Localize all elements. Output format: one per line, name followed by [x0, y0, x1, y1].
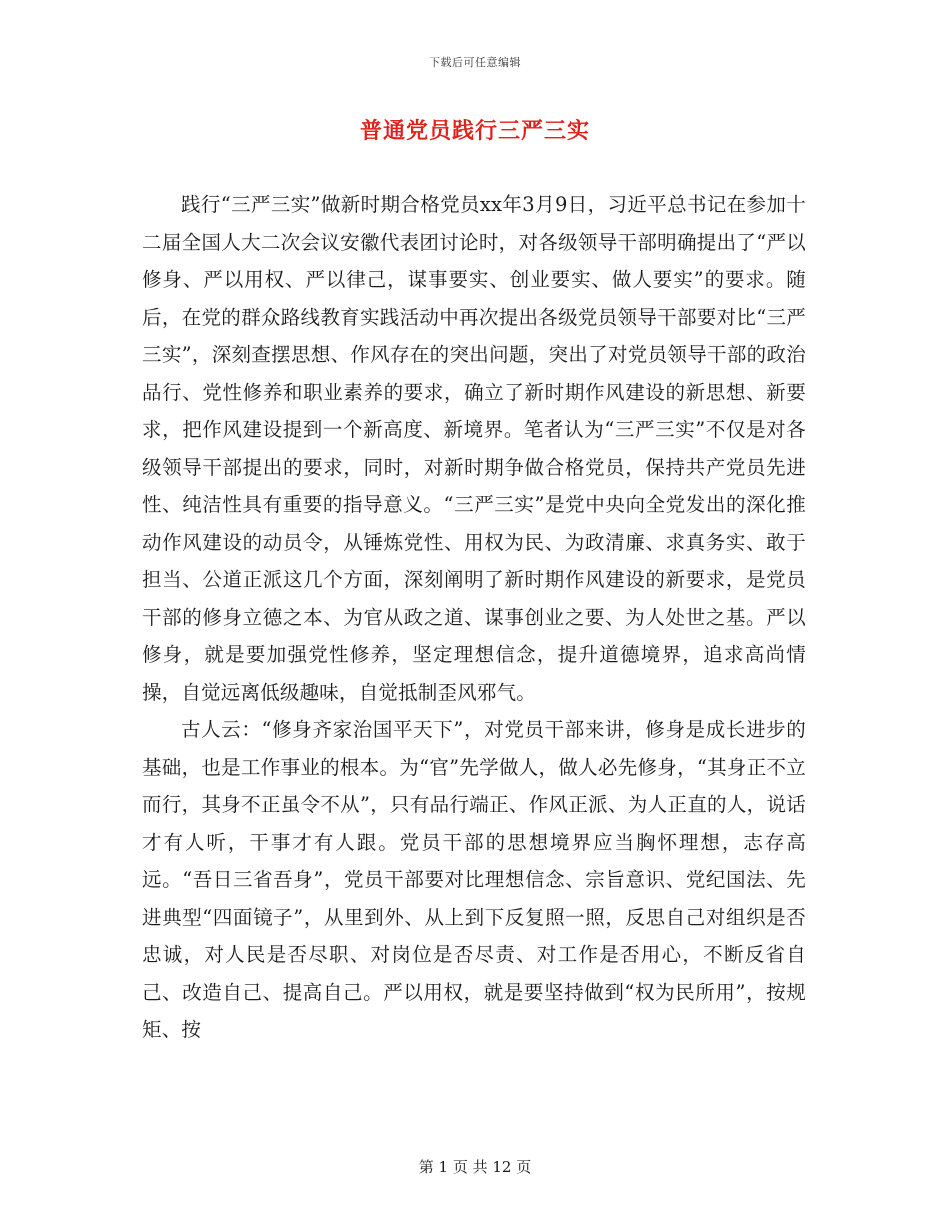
header-note: 下载后可任意编辑 — [429, 56, 521, 69]
document-body — [142, 186, 806, 1049]
document-title: 普通党员践行三严三实 — [359, 118, 590, 144]
page-footer: 第 1 页 共 12 页 — [418, 1158, 532, 1176]
paragraph-1: 践行“三严三实”做新时期合格党员xx年3月9日，习近平总书记在参加十二届全国人大二次会议安徽代表团讨论时，对各级领导干部明确提出了“严以修身、严以用权、严以律己，谋事要实、创业要实、做人要实”的要求。随后，在党的群众路线教育实践活动中再次提出各级党员领导干部要对比“三严三实”，深刻查摆思想、作风存在的突出问题，突出了对党员领导干部的政治品行、党性修养和职业素养的要求，确立了新时期作风建设的新思想、新要求，把作风建设提到一个新高度、新境界。笔者认为“三严三实”不仅是对各级领导干部提出的要求，同时，对新时期争做合格党员，保持共产党员先进性、纯洁性具有重要的指导意义。“三严三实”是党中央向全党发出的深化推动作风建设的动员令，从锤炼党性、用权为民、为政清廉、求真务实、敢于担当、公道正派这几个方面，深刻阐明了新时期作风建设的新要求，是党员干部的修身立德之本、为官从政之道、谋事创业之要、为人处世之基。严以修身，就是要加强党性修养，坚定理想信念，提升道德境界，追求高尚情操，自觉远离低级趣味，自觉抵制歪风邪气。 — [142, 193, 806, 704]
paragraph-2: 古人云：“修身齐家治国平天下”，对党员干部来讲，修身是成长进步的基础，也是工作事业的根本。为“官”先学做人，做人必先修身，“其身正不立而行，其身不正虽令不从”，只有品行端正、作风正派、为人正直的人，说话才有人听，干事才有人跟。党员干部的思想境界应当胸怀理想，志存高远。“吾日三省吾身”，党员干部要对比理想信念、宗旨意识、党纪国法、先进典型“四面镜子”，从里到外、从上到下反复照一照，反思自己对组织是否忠诚，对人民是否尽职、对岗位是否尽责、对工作是否用心，不断反省自己、改造自己、提高自己。严以用权，就是要坚持做到“权为民所用”，按规矩、按 — [142, 718, 806, 1041]
